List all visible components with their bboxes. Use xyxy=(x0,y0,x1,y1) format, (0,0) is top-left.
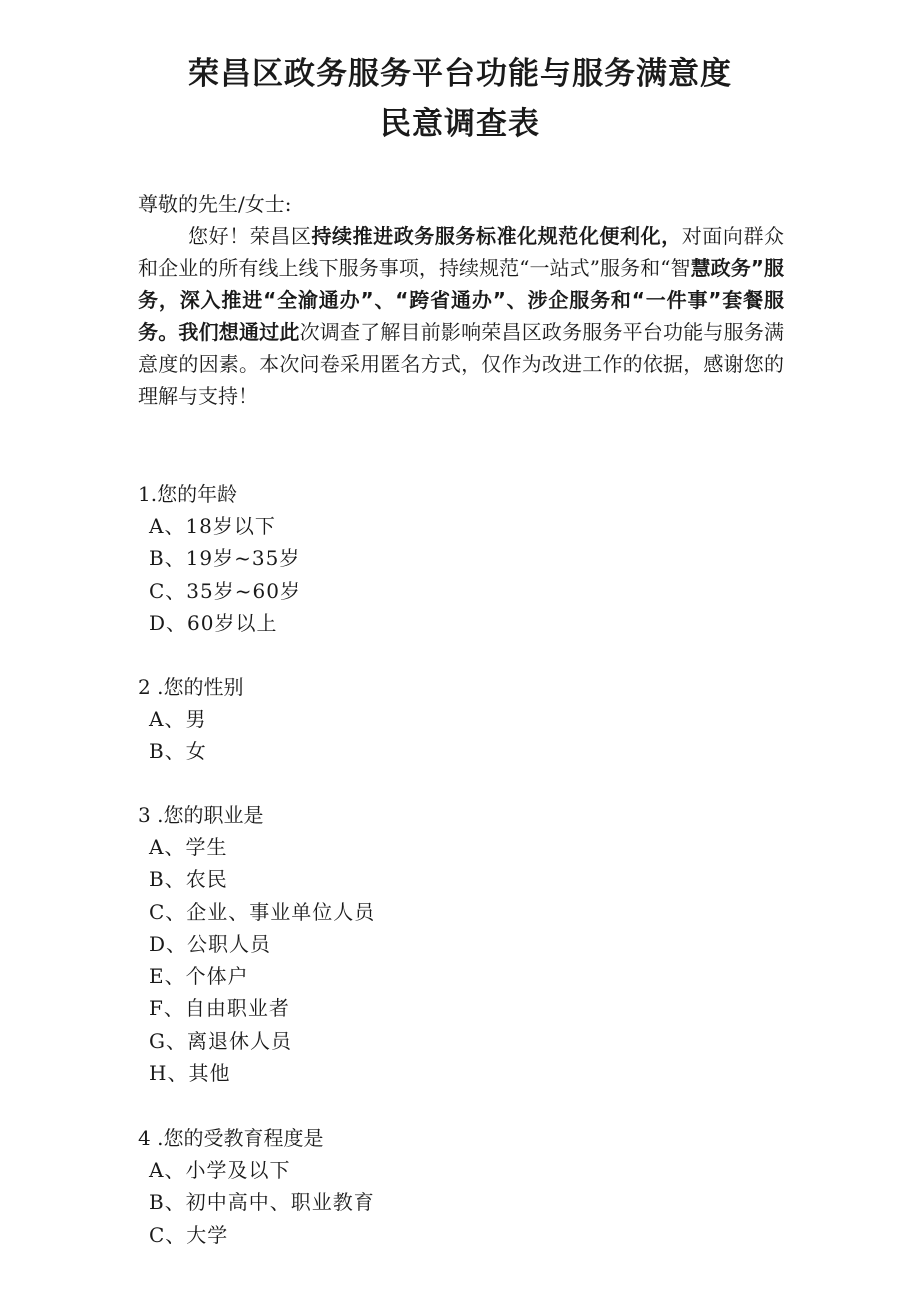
option-occupation-enterprise-staff[interactable]: C、企业、事业单位人员 xyxy=(149,899,376,924)
option-age-under-18[interactable]: A、18岁以下 xyxy=(149,514,276,538)
greeting: 尊敬的先生/女士: xyxy=(138,192,292,216)
question-age xyxy=(138,478,784,639)
option-age-35-60[interactable]: C、35岁~60岁 xyxy=(149,578,301,603)
option-occupation-freelancer[interactable]: F、自由职业者 xyxy=(149,996,290,1021)
intro-text: 您好！荣昌区 xyxy=(188,224,312,248)
intro-emphasis: 慧政务”服务，深入推进“全渝通办”、“跨省通办”、涉企服务和“一件事”套餐服务。我们想通过此 xyxy=(138,256,784,344)
question-title: 1.您的年龄 xyxy=(138,482,238,506)
survey-title: 荣昌区政务服务平台功能与服务满意度 xyxy=(188,56,732,92)
intro-text: 次调查了解目前影响荣昌区政务服务平台功能与服务满意度的因素。本次问卷采用匿名方式，仅作为改进工作的依据，感谢您的理解与支持！ xyxy=(138,320,785,408)
option-age-over-60[interactable]: D、60岁以上 xyxy=(149,610,278,635)
option-education-primary[interactable]: A、小学及以下 xyxy=(149,1158,291,1182)
question-title: 4 .您的受教育程度是 xyxy=(138,1126,324,1150)
option-occupation-self-employed[interactable]: E、个体户 xyxy=(149,964,249,989)
survey-subtitle: 民意调查表 xyxy=(380,106,540,142)
question-occupation xyxy=(138,799,784,1089)
intro-text: 对面向群众和企业的所有线上线下服务事项，持续规范“一站式”服务和“智 xyxy=(138,224,785,280)
intro-emphasis: 持续推进政务服务标准化规范化便利化， xyxy=(311,224,682,248)
option-age-19-35[interactable]: B、19岁~35岁 xyxy=(149,546,301,571)
intro-paragraph xyxy=(138,220,784,412)
question-title: 3 .您的职业是 xyxy=(138,803,264,827)
question-title: 2 .您的性别 xyxy=(138,675,244,699)
option-education-university[interactable]: C、大学 xyxy=(149,1222,229,1247)
option-occupation-student[interactable]: A、学生 xyxy=(149,835,228,859)
option-gender-female[interactable]: B、女 xyxy=(149,739,207,764)
option-occupation-farmer[interactable]: B、农民 xyxy=(149,867,228,892)
option-occupation-retired[interactable]: G、离退休人员 xyxy=(149,1028,292,1053)
option-education-secondary[interactable]: B、初中高中、职业教育 xyxy=(149,1190,375,1215)
option-list xyxy=(138,510,784,639)
option-occupation-other[interactable]: H、其他 xyxy=(149,1061,231,1086)
option-occupation-civil-servant[interactable]: D、公职人员 xyxy=(149,931,272,956)
question-education xyxy=(138,1122,784,1251)
option-gender-male[interactable]: A、男 xyxy=(149,707,207,731)
question-gender xyxy=(138,671,784,768)
option-list xyxy=(138,703,784,768)
option-list xyxy=(138,1154,784,1251)
option-list xyxy=(138,831,784,1089)
